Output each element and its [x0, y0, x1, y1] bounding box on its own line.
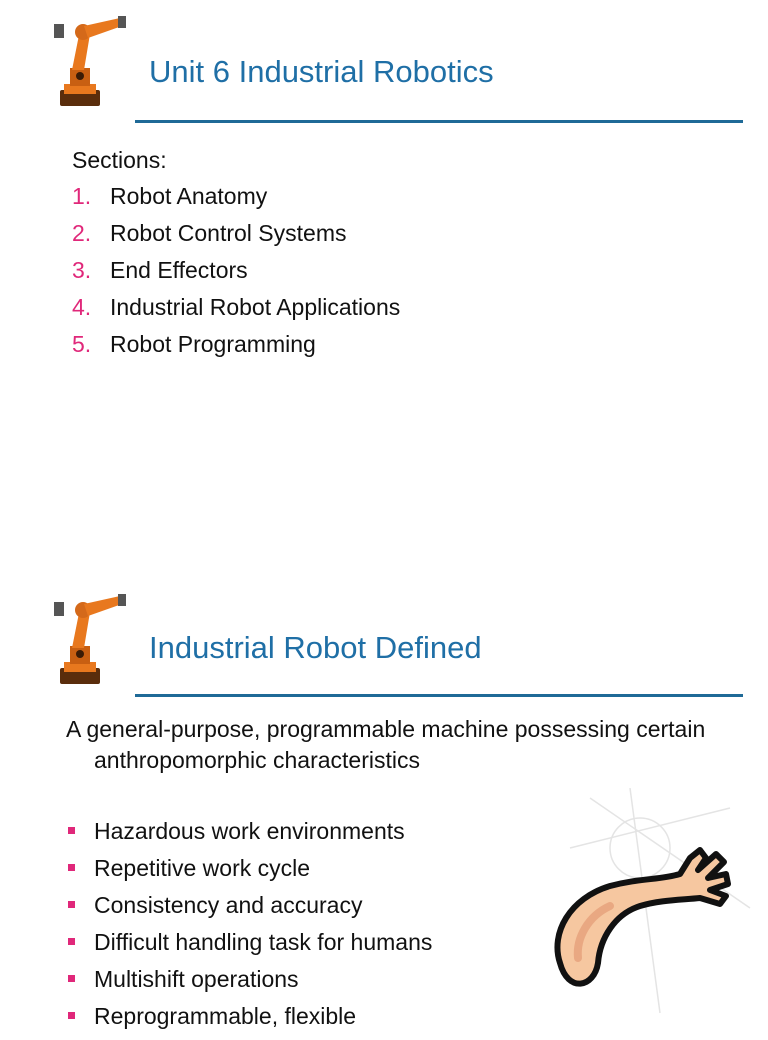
bullet-item: [68, 1003, 432, 1040]
section-item: [72, 331, 400, 368]
section-label: Industrial Robot Applications: [110, 294, 401, 320]
page-title: Unit 6 Industrial Robotics: [149, 54, 494, 89]
industrial-robot-icon: [46, 592, 128, 688]
bullet-square-icon: [68, 975, 75, 982]
section-item: [72, 220, 400, 257]
section-number: 5.: [72, 331, 92, 357]
bullet-item: [68, 966, 432, 1003]
bullet-square-icon: [68, 1012, 75, 1019]
bullet-text: Multishift operations: [94, 966, 299, 992]
bullet-square-icon: [68, 827, 75, 834]
title-divider: [135, 120, 743, 123]
bullet-item: [68, 892, 432, 929]
section-number: 1.: [72, 183, 92, 209]
section-item: [72, 294, 400, 331]
title-divider: [135, 694, 743, 697]
bullet-text: Reprogrammable, flexible: [94, 1003, 357, 1029]
section-label: Robot Anatomy: [110, 183, 268, 209]
bullet-text: Difficult handling task for humans: [94, 929, 433, 955]
section-number: 2.: [72, 220, 92, 246]
robot-arm-hand-illustration: [530, 788, 760, 1018]
bullet-text: Consistency and accuracy: [94, 892, 363, 918]
bullet-square-icon: [68, 864, 75, 871]
section-label: Robot Programming: [110, 331, 316, 357]
slide-robot-defined: [0, 578, 768, 1029]
section-number: 3.: [72, 257, 92, 283]
section-label: Robot Control Systems: [110, 220, 347, 246]
definition-text: A general-purpose, programmable machine possessing certain anthropomorphic characteristics: [66, 716, 706, 773]
page-title: Industrial Robot Defined: [149, 630, 482, 665]
bullet-item: [68, 855, 432, 892]
section-item: [72, 183, 400, 220]
section-number: 4.: [72, 294, 92, 320]
section-label: End Effectors: [110, 257, 248, 283]
bullet-item: [68, 929, 432, 966]
bullet-item: [68, 818, 432, 855]
bullet-square-icon: [68, 938, 75, 945]
sections-heading: Sections:: [72, 147, 167, 173]
bullet-list: [68, 818, 432, 1040]
bullet-text: Repetitive work cycle: [94, 855, 311, 881]
industrial-robot-icon: [46, 14, 128, 110]
sections-list: [72, 183, 400, 368]
bullet-square-icon: [68, 901, 75, 908]
bullet-text: Hazardous work environments: [94, 818, 405, 844]
section-item: [72, 257, 400, 294]
